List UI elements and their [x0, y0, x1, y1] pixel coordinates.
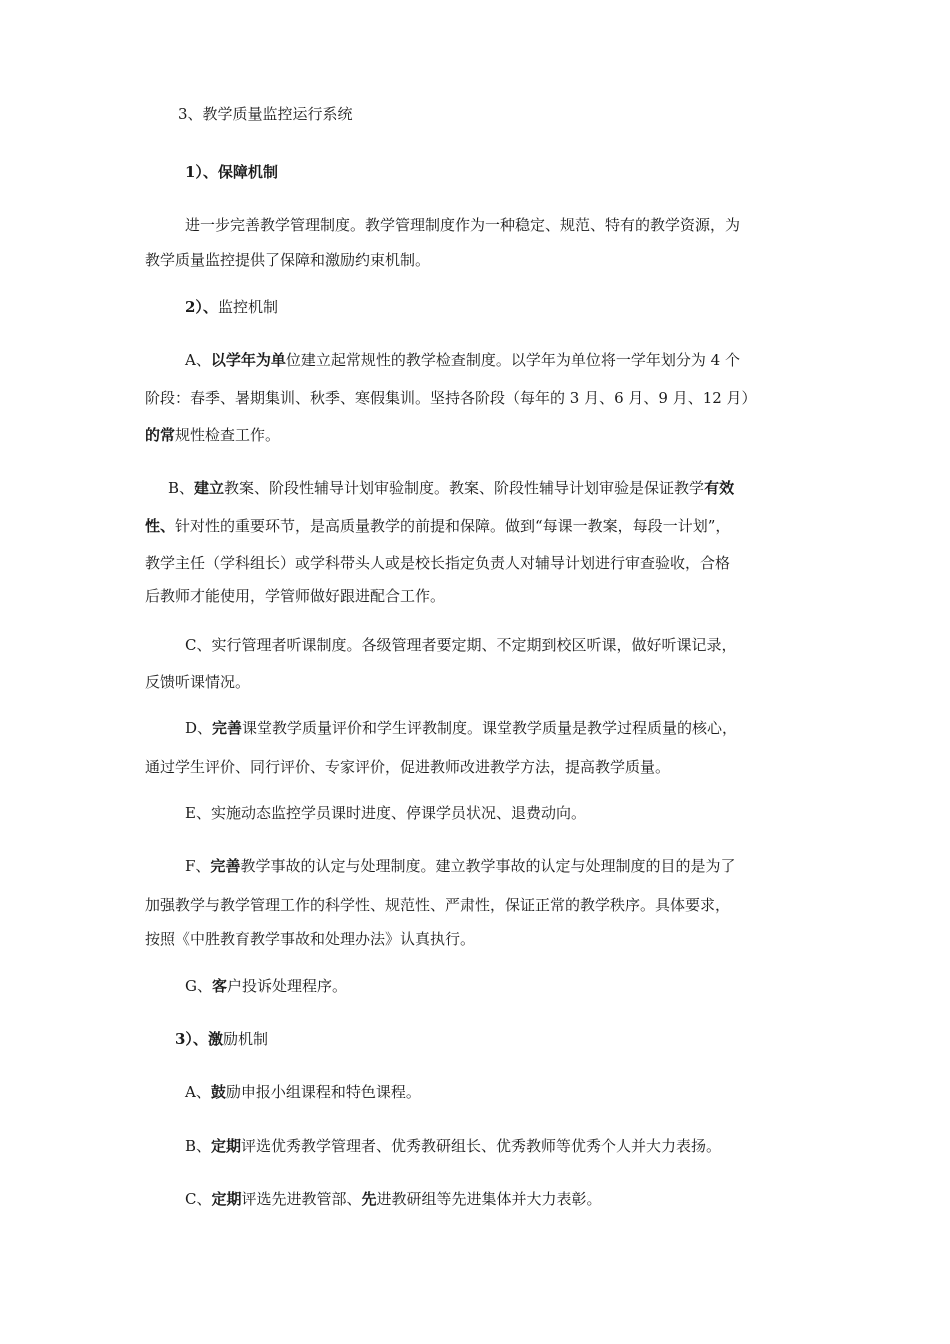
item-b-line: 后教师才能使用，学管师做好跟进配合工作。	[145, 587, 446, 605]
item-d-line: 通过学生评价、同行评价、专家评价，促进教师改进教学方法，提高教学质量。	[145, 758, 671, 776]
subsection-title-monitoring: 2）、监控机制	[185, 298, 278, 316]
item-g-line: G、客户投诉处理程序。	[185, 977, 348, 995]
item-a-line: A、以学年为单位建立起常规性的教学检查制度。以学年为单位将一学年划分为 4 个	[185, 351, 740, 369]
subsection-title-incentive: 3）、激励机制	[175, 1030, 268, 1048]
item-b-line: B、建立教案、阶段性辅导计划审验制度。教案、阶段性辅导计划审验是保证教学有效	[168, 479, 735, 497]
incentive-c-line: C、定期评选先进教管部、先进教研组等先进集体并大力表彰。	[185, 1190, 602, 1208]
section-heading: 3、教学质量监控运行系统	[178, 105, 353, 123]
incentive-a-line: A、鼓励申报小组课程和特色课程。	[185, 1083, 421, 1101]
paragraph-line: 教学质量监控提供了保障和激励约束机制。	[145, 251, 431, 269]
incentive-b-line: B、定期评选优秀教学管理者、优秀教研组长、优秀教师等优秀个人并大力表扬。	[185, 1137, 722, 1155]
item-f-line: F、完善教学事故的认定与处理制度。建立教学事故的认定与处理制度的目的是为了	[185, 857, 736, 875]
item-b-line: 教学主任（学科组长）或学科带头人或是校长指定负责人对辅导计划进行审查验收，合格	[145, 554, 731, 572]
item-b-line: 性、针对性的重要环节，是高质量教学的前提和保障。做到“每课一教案，每段一计划”，	[145, 517, 731, 535]
item-a-line: 阶段：春季、暑期集训、秋季、寒假集训。坚持各阶段（每年的 3 月、6 月、9 月、12 月）	[145, 389, 757, 407]
item-c-line: 反馈听课情况。	[145, 673, 251, 691]
item-d-line: D、完善课堂教学质量评价和学生评教制度。课堂教学质量是教学过程质量的核心，	[185, 719, 738, 737]
paragraph-line: 进一步完善教学管理制度。教学管理制度作为一种稳定、规范、特有的教学资源，为	[185, 216, 741, 234]
item-a-line: 的常规性检查工作。	[145, 426, 281, 444]
item-c-line: C、实行管理者听课制度。各级管理者要定期、不定期到校区听课，做好听课记录，	[185, 636, 737, 654]
item-f-line: 按照《中胜教育教学事故和处理办法》认真执行。	[145, 930, 476, 948]
item-f-line: 加强教学与教学管理工作的科学性、规范性、严肃性，保证正常的教学秩序。具体要求，	[145, 896, 731, 914]
item-e-line: E、实施动态监控学员课时进度、停课学员状况、退费动向。	[185, 804, 586, 822]
subsection-title-guarantee: 1）、保障机制	[185, 163, 278, 181]
